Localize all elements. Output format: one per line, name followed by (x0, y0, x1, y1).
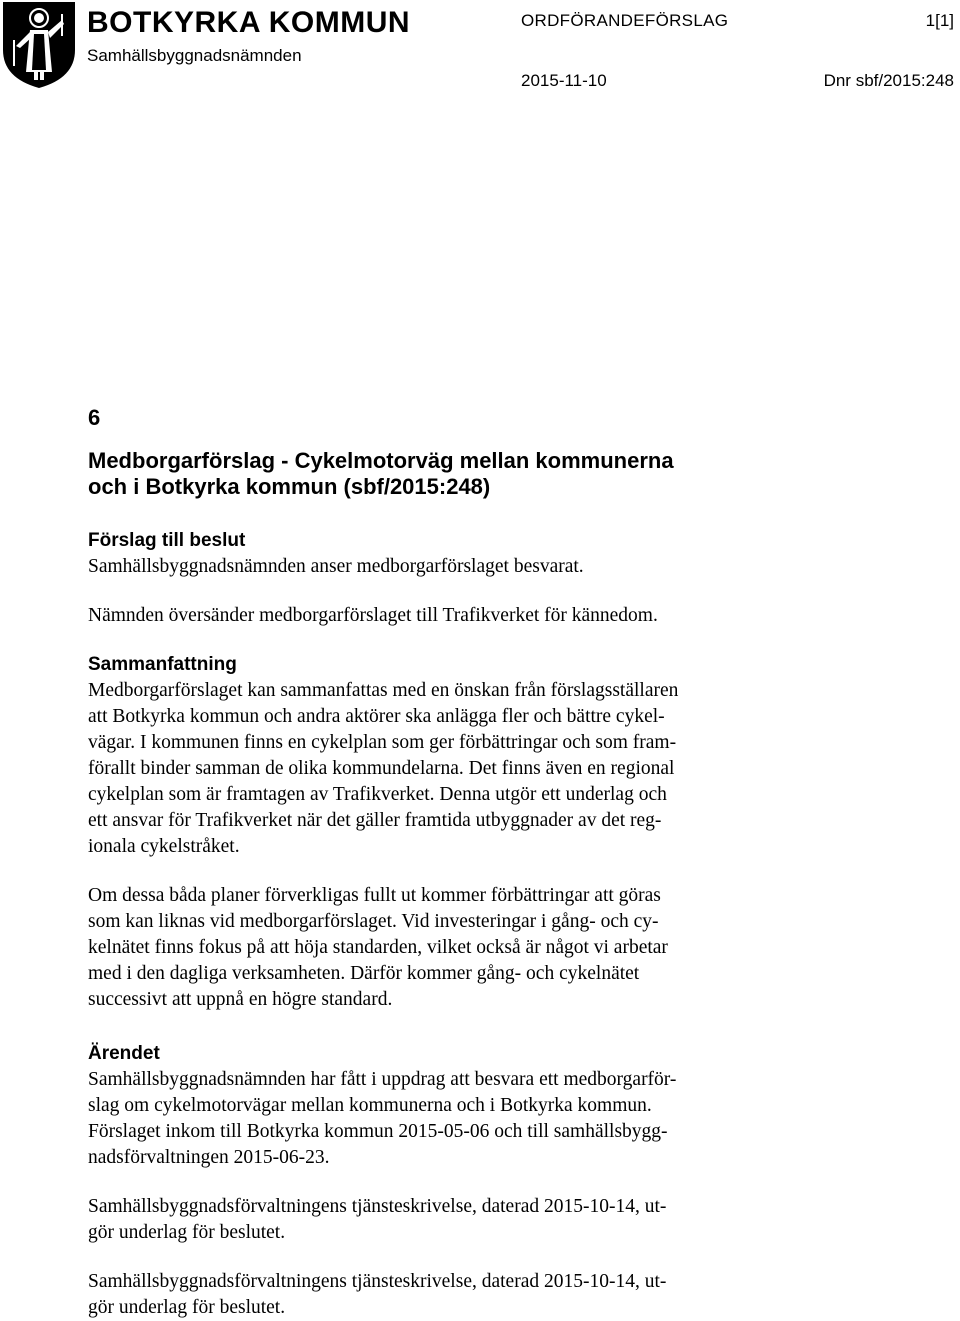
summary-paragraph (88, 678, 808, 860)
document-date: 2015-11-10 (521, 71, 607, 90)
text-line: successivt att uppnå en högre standard. (88, 989, 393, 1010)
text-line: att Botkyrka kommun och andra aktörer ska anlägga fler och bättre cykel- (88, 706, 665, 727)
proposal-heading: Förslag till beslut (88, 530, 246, 551)
department-name: Samhällsbyggnadsnämnden (87, 46, 302, 65)
text-line: Förslaget inkom till Botkyrka kommun 2015-05-06 och till samhällsbygg- (88, 1121, 668, 1142)
botkyrka-crest-icon (0, 0, 78, 90)
matter-heading: Ärendet (88, 1043, 160, 1064)
text-line: Samhällsbyggnadsnämnden har fått i uppdrag att besvara ett medborgarför- (88, 1069, 677, 1090)
text-line: Om dessa båda planer förverkligas fullt ut kommer förbättringar att göras (88, 885, 661, 906)
document-body (88, 402, 808, 1321)
matter-paragraph (88, 1067, 808, 1171)
proposal-paragraph: Nämnden översänder medborgarförslaget till Trafikverket för kännedom. (88, 605, 658, 626)
proposal-paragraph: Samhällsbyggnadsnämnden anser medborgarförslaget besvarat. (88, 556, 584, 577)
registration-number: Dnr sbf/2015:248 (823, 71, 954, 90)
text-line: slag om cykelmotorvägar mellan kommunerna och i Botkyrka kommun. (88, 1095, 652, 1116)
title-line: och i Botkyrka kommun (sbf/2015:248) (88, 474, 491, 499)
text-line: ett ansvar för Trafikverket när det gäller framtida utbyggnader av det reg- (88, 810, 662, 831)
text-line: vägar. I kommunen finns en cykelplan som ger förbättringar och som fram- (88, 732, 677, 753)
text-line: Medborgarförslaget kan sammanfattas med en önskan från förslagsställaren (88, 680, 679, 701)
item-number: 6 (88, 405, 101, 430)
matter-paragraph (88, 1194, 808, 1246)
text-line: kelnätet finns fokus på att höja standarden, vilket också är något vi arbetar (88, 937, 668, 958)
organization-name: BOTKYRKA KOMMUN (87, 6, 411, 39)
page-number: 1[1] (925, 11, 954, 30)
text-line: ionala cykelstråket. (88, 836, 240, 857)
title-line: Medborgarförslag - Cykelmotorväg mellan kommunerna (88, 448, 674, 473)
summary-paragraph (88, 883, 808, 1013)
text-line: nadsförvaltningen 2015-06-23. (88, 1147, 330, 1168)
text-line: förallt binder samman de olika kommundelarna. Det finns även en regional (88, 758, 675, 779)
matter-paragraph (88, 1269, 808, 1321)
text-line: gör underlag för beslutet. (88, 1222, 286, 1243)
summary-heading: Sammanfattning (88, 654, 237, 675)
text-line: som kan liknas vid medborgarförslaget. Vid investeringar i gång- och cy- (88, 911, 659, 932)
text-line: Samhällsbyggnadsförvaltningens tjänsteskrivelse, daterad 2015-10-14, ut- (88, 1271, 667, 1292)
text-line: gör underlag för beslutet. (88, 1297, 286, 1318)
document-title (88, 448, 808, 500)
text-line: Samhällsbyggnadsförvaltningens tjänsteskrivelse, daterad 2015-10-14, ut- (88, 1196, 667, 1217)
text-line: med i den dagliga verksamheten. Därför kommer gång- och cykelnätet (88, 963, 640, 984)
document-type: ORDFÖRANDEFÖRSLAG (521, 11, 729, 30)
text-line: cykelplan som är framtagen av Trafikverket. Denna utgör ett underlag och (88, 784, 667, 805)
